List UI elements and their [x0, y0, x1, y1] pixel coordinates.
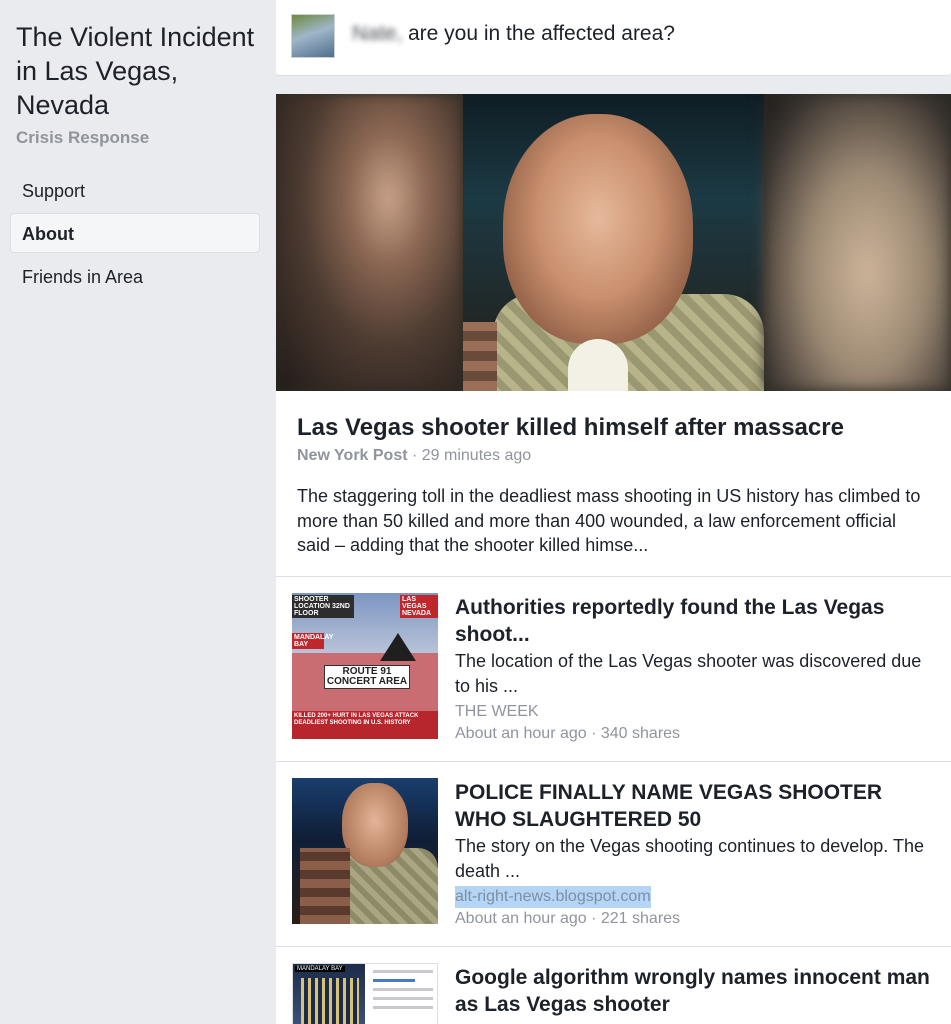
safety-prompt-card: [276, 0, 951, 76]
story-meta: About an hour ago · 340 shares: [455, 725, 681, 742]
list-item[interactable]: [276, 762, 951, 942]
hero-blurred-left: [276, 94, 463, 391]
lead-story-title[interactable]: Las Vegas shooter killed himself after massacre: [297, 414, 844, 441]
hero-photo: [463, 94, 764, 391]
story-title[interactable]: POLICE FINALLY NAME VEGAS SHOOTER WHO SLAUGHTERED 50: [455, 781, 883, 831]
story-thumbnail[interactable]: SHOOTER LOCATION 32ND FLOOR LAS VEGAS NEVADA MANDALAY BAY ROUTE 91 CONCERT AREA KILLED 200+ HURT IN LAS VEGAS ATTACK DEADLIEST SHOOTING IN U.S. HISTORY: [292, 593, 438, 739]
story-description: The story on the Vegas shooting continues to develop. The death ...: [455, 836, 924, 881]
page-subtitle: Crisis Response: [16, 128, 150, 147]
story-meta: About an hour ago · 221 shares: [455, 910, 681, 927]
news-feed: [276, 94, 951, 1024]
story-source[interactable]: THE WEEK: [455, 703, 539, 720]
lead-story-image[interactable]: [276, 94, 951, 391]
sidebar: [0, 0, 275, 1024]
story-source-link[interactable]: alt-right-news.blogspot.com: [455, 886, 651, 908]
list-item[interactable]: [276, 947, 951, 1024]
story-thumbnail[interactable]: [292, 778, 438, 924]
lead-story-time: · 29 minutes ago: [407, 447, 532, 464]
prompt-question[interactable]: are you in the affected area?: [408, 22, 675, 45]
story-title[interactable]: Google algorithm wrongly names innocent man as Las Vegas shooter: [455, 966, 930, 1016]
story-description: The location of the Las Vegas shooter was discovered due to his ...: [455, 651, 922, 696]
prompt-user-name: Nate,: [352, 22, 403, 45]
lead-story-publisher[interactable]: New York Post: [297, 447, 408, 464]
page-title: The Violent Incident in Las Vegas, Nevada: [16, 22, 255, 120]
hero-blurred-right: [764, 94, 951, 391]
sidebar-item-support[interactable]: Support: [22, 181, 86, 201]
story-thumbnail[interactable]: MANDALAY BAY: [292, 963, 438, 1024]
sidebar-item-friends-in-area[interactable]: Friends in Area: [22, 267, 144, 287]
sidebar-nav: [10, 170, 260, 299]
sidebar-item-about[interactable]: About: [10, 213, 260, 253]
list-item[interactable]: [276, 577, 951, 757]
lead-story: [297, 412, 927, 558]
lead-story-body: The staggering toll in the deadliest mass shooting in US history has climbed to more than 50 killed and more than 400 wounded, a law enforcement official said – adding that the shooter killed himse...: [297, 486, 921, 555]
lead-story-meta: [297, 447, 927, 465]
story-title[interactable]: Authorities reportedly found the Las Vegas shoot...: [455, 596, 885, 646]
avatar[interactable]: [291, 14, 335, 58]
